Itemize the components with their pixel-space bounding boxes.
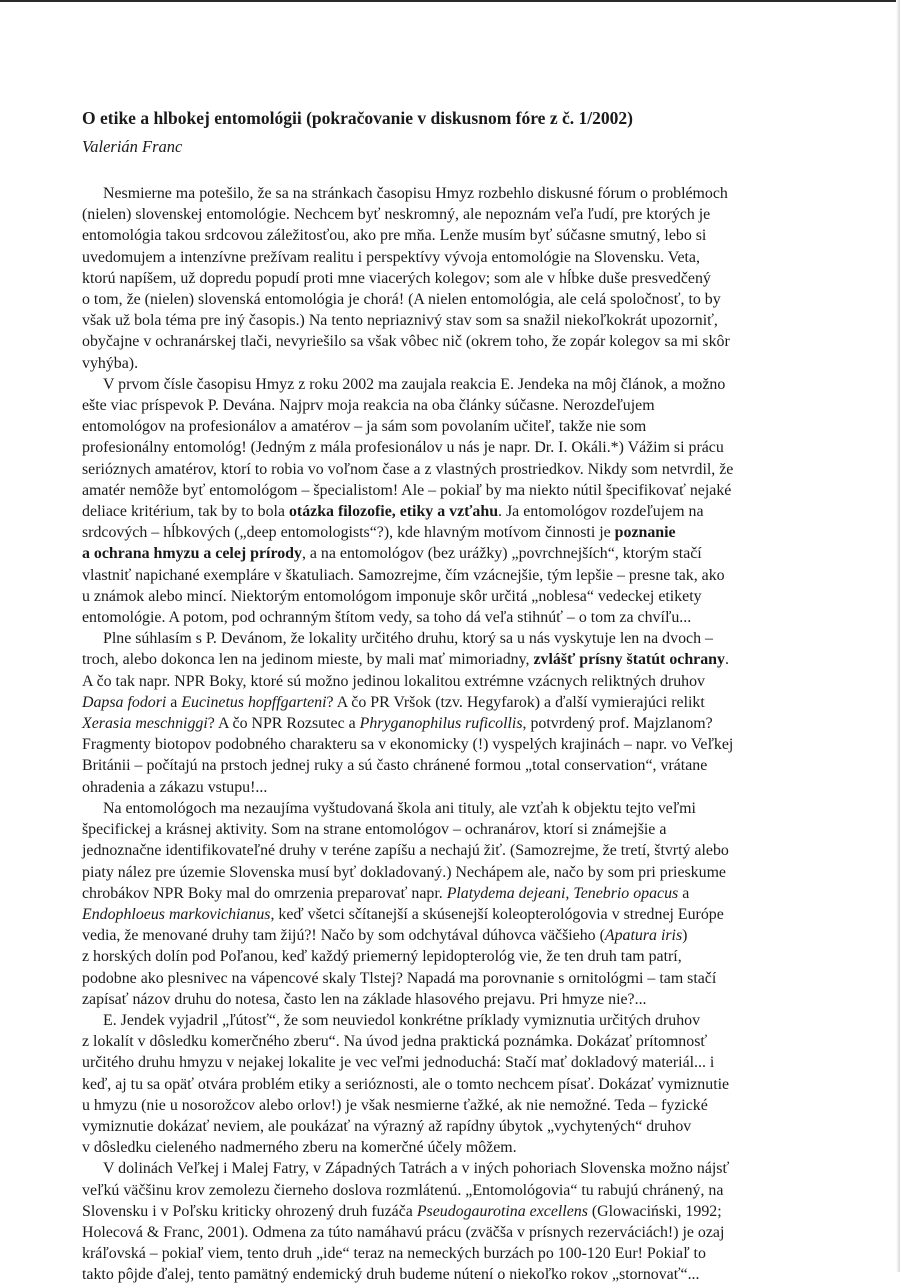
text-line	[82, 480, 772, 501]
text-line	[82, 692, 772, 713]
text-run: serióznych amatérov, ktorí to robia vo voľnom čase a z vlastných prostriedkov. Nikdy som netvrdil, že	[82, 460, 734, 478]
text-line	[82, 798, 772, 819]
text-line	[82, 437, 772, 458]
text-run: z horských dolín pod Poľanou, keď každý priemerný lepidopterológ vie, že ten druh tam patrí,	[82, 948, 682, 966]
text-run: ohradenia a zákazu vstupu!...	[82, 778, 268, 796]
italic-species-name: Xerasia meschniggi	[82, 715, 208, 733]
text-run: zapísať názov druhu do notesa, často len na základe hlasového prejavu. Pri hmyze nie?...	[82, 990, 647, 1008]
text-line	[82, 1264, 772, 1285]
text-run: Na entomológoch ma nezaujíma vyštudovaná škola ani tituly, ale vzťah k objektu tejto veľmi	[103, 799, 696, 817]
text-run: E. Jendek vyjadril „ľútosť“, že som neuviedol konkrétne príklady vymiznutia určitých druhov	[103, 1011, 701, 1029]
text-run: , potvrdený prof. Majzlanom?	[522, 715, 713, 733]
text-line	[82, 1222, 772, 1243]
text-line	[82, 416, 772, 437]
text-run: .	[724, 651, 729, 669]
text-line	[82, 840, 772, 861]
italic-species-name: Apatura iris	[604, 927, 683, 945]
text-line	[82, 1116, 772, 1137]
text-line	[82, 1031, 772, 1052]
text-line	[82, 607, 772, 628]
text-run: a	[678, 884, 690, 902]
text-line	[82, 989, 772, 1010]
italic-species-name: Endophloeus markovichianus	[82, 905, 271, 923]
text-run: vymiznutie dokázať neviem, ale poukázať na výrazný až rapídny úbytok „vychytených“ druhov	[82, 1117, 692, 1135]
text-run: entomológov na profesionálov a amatérov – ja sám som povolaním učiteľ, takže nie som	[82, 418, 647, 436]
paragraph	[82, 1010, 772, 1158]
text-line	[82, 353, 772, 374]
text-run: piaty nález pre územie Slovenska musí byť dokladovaný.) Nechápem ale, načo by som pri prieskume	[82, 863, 726, 881]
text-run: srdcových – hĺbkových („deep entomologists“?), kde hlavným motívom činnosti je	[82, 524, 615, 542]
text-line	[82, 862, 772, 883]
text-run: uvedomujem a intenzívne prežívam realitu i perspektívy vývoja entomológie na Slovensku. Veta,	[82, 248, 700, 266]
text-run: , a na entomológov (bez urážky) „povrchnejších“, ktorým stačí	[301, 545, 702, 563]
scan-right-shadow	[896, 0, 900, 1272]
text-run: takto pôjde ďalej, tento pamätný endemický druh budeme nútení o niekoľko rokov „stornovať“...	[82, 1266, 700, 1284]
text-run: A čo tak napr. NPR Boky, ktoré sú možno jedinou lokalitou extrémne vzácnych reliktných druhov	[82, 672, 705, 690]
text-run: vlastniť napichané exempláre v škatuliach. Samozrejme, čím vzácnejšie, tým lepšie – presne tak, ako	[82, 566, 725, 584]
text-run: Holecová & Franc, 2001). Odmena za túto namáhavú prácu (zväčša v prísnych rezerváciách!) je ozaj	[82, 1223, 725, 1241]
paragraph	[82, 798, 772, 1010]
italic-species-name: Platydema dejeani, Tenebrio opacus	[446, 884, 679, 902]
text-line	[82, 247, 772, 268]
paragraph	[82, 628, 772, 798]
text-line	[82, 968, 772, 989]
article-body	[82, 183, 772, 1286]
text-run: entomológia takou srdcovou záležitosťou, ako pre mňa. Lenže musím byť súčasne smutný, lebo si	[82, 227, 707, 245]
bold-text: zvlášť prísny štatút ochrany	[533, 651, 725, 669]
text-run: veľkú väčšinu krov zemolezu čierneho doslova rozmlátenú. „Entomológovia“ tu rabujú chránený, na	[82, 1181, 724, 1199]
text-line	[82, 883, 772, 904]
text-line	[82, 310, 772, 331]
text-run: Plne súhlasím s P. Devánom, že lokality určitého druhu, ktorý sa u nás vyskytuje len na dvoch –	[103, 630, 713, 648]
text-run: troch, alebo dokonca len na jedinom mieste, by mali mať mimoriadny,	[82, 651, 534, 669]
text-line	[82, 819, 772, 840]
scan-top-border	[0, 0, 900, 2]
text-run: ? A čo PR Vršok (tzv. Hegyfarok) a ďalší vymierajúci relikt	[326, 693, 705, 711]
text-run: z lokalít v dôsledku komerčného zberu“. Na úvod jedna praktická poznámka. Dokázať prítomnosť	[82, 1033, 708, 1051]
paragraph	[82, 374, 772, 628]
text-line	[82, 1180, 772, 1201]
text-line	[82, 1010, 772, 1031]
text-line	[82, 671, 772, 692]
text-run: u známok alebo mincí. Niektorým entomológom imponuje skôr určitá „noblesa“ vedeckej etikety	[82, 587, 702, 605]
text-line	[82, 734, 772, 755]
text-line	[82, 1243, 772, 1264]
text-run: V prvom čísle časopisu Hmyz z roku 2002 ma zaujala reakcia E. Jendeka na môj článok, a možno	[103, 375, 726, 393]
text-run: profesionálny entomológ! (Jedným z mála profesionálov u nás je napr. Dr. I. Okáli.*) Vážim si prácu	[82, 439, 724, 457]
text-line	[82, 204, 772, 225]
text-run: ? A čo NPR Rozsutec a	[207, 715, 360, 733]
text-line	[82, 628, 772, 649]
bold-text: otázka filozofie, etiky a vzťahu	[288, 503, 499, 521]
text-line	[82, 374, 772, 395]
text-line	[82, 904, 772, 925]
text-run: V dolinách Veľkej i Malej Fatry, v Západných Tatrách a v iných pohoriach Slovenska možno nájsť	[103, 1160, 730, 1178]
text-line	[82, 331, 772, 352]
text-run: kráľovská – pokiaľ viem, tento druh „ide“ teraz na nemeckých burzách po 100-120 Eur! Pokiaľ to	[82, 1245, 706, 1263]
text-line	[82, 565, 772, 586]
text-run: (Glowaciński, 1992;	[587, 1202, 722, 1220]
italic-species-name: Pseudogaurotina excellens	[416, 1202, 588, 1220]
text-line	[82, 777, 772, 798]
text-line	[82, 925, 772, 946]
text-run: chrobákov NPR Boky mal do omrzenia preparovať napr.	[82, 884, 447, 902]
text-line	[82, 459, 772, 480]
text-run: vedia, že menované druhy tam žijú?! Načo by som odchytával dúhovca väčšieho (	[82, 927, 605, 945]
text-line	[82, 183, 772, 204]
paragraph	[82, 183, 772, 374]
italic-species-name: Dapsa fodori	[82, 693, 167, 711]
article-author: Valerián Franc	[82, 137, 183, 156]
text-line	[82, 1201, 772, 1222]
text-run: deliace kritérium, tak by to bola	[82, 503, 289, 521]
text-line	[82, 268, 772, 289]
article-title: O etike a hlbokej entomológii (pokračovanie v diskusnom fóre z č. 1/2002)	[82, 108, 633, 128]
text-run: však už bola téma pre iný časopis.) Na tento nepriaznivý stav som sa snažil niekoľkokrát upozorniť,	[82, 312, 718, 330]
text-run: (nielen) slovenskej entomológie. Nechcem byť neskromný, ale nepoznám veľa ľudí, pre ktorých je	[82, 206, 711, 224]
text-line	[82, 946, 772, 967]
text-line	[82, 1095, 772, 1116]
text-run: obyčajne v ochranárskej tlači, nevyriešilo sa však vôbec nič (okrem toho, že zopár kolegov sa mi skôr	[82, 333, 730, 351]
text-run: určitého druhu hmyzu v nejakej lokalite je vec veľmi jednoduchá: Stačí mať dokladový materiál... i	[82, 1054, 715, 1072]
text-run: , keď všetci sčítanejší a skúsenejší koleopterológovia v strednej Európe	[270, 905, 724, 923]
text-line	[82, 522, 772, 543]
text-run: . Ja entomológov rozdeľujem na	[498, 503, 704, 521]
text-run: amatér nemôže byť entomológom – špecialistom! Ale – pokiaľ by ma niekto nútil špecifikovať nejaké	[82, 481, 732, 499]
text-run: špecifickej a krásnej aktivity. Som na strane entomológov – ochranárov, ktorí si známejšie a	[82, 821, 667, 839]
paragraph	[82, 1158, 772, 1285]
text-line	[82, 543, 772, 564]
text-run: Nesmierne ma potešilo, že sa na stránkach časopisu Hmyz rozbehlo diskusné fórum o problémoch	[103, 185, 728, 202]
text-line	[82, 1158, 772, 1179]
text-run: ešte viac príspevok P. Devána. Najprv moja reakcia na oba články súčasne. Nerozdeľujem	[82, 397, 655, 415]
text-run: Británii – počítajú na prstoch jednej ruky a sú často chránené formou „total conservation“, vrátane	[82, 757, 708, 775]
text-line	[82, 289, 772, 310]
text-run: Fragmenty biotopov podobného charakteru sa v ekonomicky (!) vyspelých krajinách – napr. vo Veľkej	[82, 736, 734, 754]
bold-text: poznanie	[614, 524, 676, 542]
italic-species-name: Phryganophilus ruficollis	[359, 715, 523, 733]
text-line	[82, 649, 772, 670]
text-run: a	[166, 693, 182, 711]
text-line	[82, 755, 772, 776]
text-run: podobne ako plesnivec na vápencové skaly Tlstej? Napadá ma porovnanie s ornitológmi – tam stačí	[82, 969, 717, 987]
text-line	[82, 225, 772, 246]
text-run: )	[682, 927, 688, 945]
text-run: Slovensku i v Poľsku kriticky ohrozený druh fuzáča	[82, 1202, 417, 1220]
text-line	[82, 501, 772, 522]
text-line	[82, 586, 772, 607]
text-run: jednoznačne identifikovateľné druhy v teréne zapíšu a nechajú žiť. (Samozrejme, že tretí, štvrtý alebo	[82, 842, 729, 860]
text-line	[82, 1074, 772, 1095]
text-line	[82, 1137, 772, 1158]
italic-species-name: Eucinetus hopffgarteni	[181, 693, 327, 711]
text-run: o tom, že (nielen) slovenská entomológia je chorá! (A nielen entomológia, ale celá spoločnosť, to by	[82, 291, 721, 309]
text-run: ktorú napíšem, už dopredu popudí proti mne viacerých kolegov; som ale v hĺbke duše presvedčený	[82, 269, 711, 287]
text-run: vyhýba).	[82, 354, 139, 372]
bold-text: a ochrana hmyzu a celej prírody	[82, 545, 302, 563]
text-run: v dôsledku cieleného nadmerného zberu na komerčné účely môžem.	[82, 1139, 517, 1157]
text-line	[82, 395, 772, 416]
text-run: u hmyzu (nie u nosorožcov alebo orlov!) je však nesmierne ťažké, ak nie nemožné. Teda – fyzické	[82, 1096, 708, 1114]
article-page	[82, 108, 772, 1286]
text-line	[82, 713, 772, 734]
text-line	[82, 1052, 772, 1073]
text-run: entomológie. A potom, pod ochranným štítom vedy, sa toho dá veľa stihnúť – o tom za chvíľu...	[82, 609, 692, 627]
text-run: keď, aj tu sa opäť otvára problém etiky a serióznosti, ale o tomto nechcem písať. Dokázať vymiznutie	[82, 1075, 730, 1093]
